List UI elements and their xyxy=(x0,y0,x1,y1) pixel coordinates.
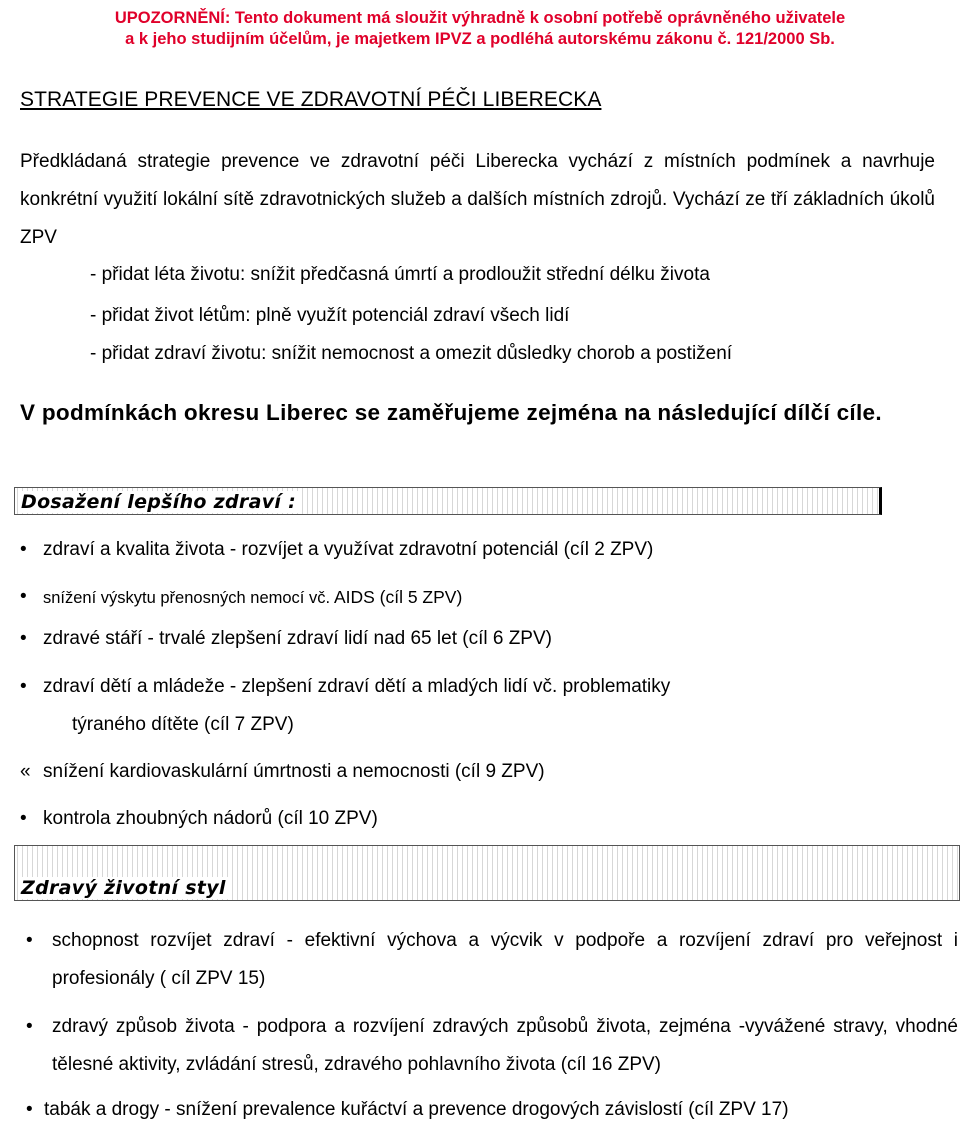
section-heading-bar xyxy=(14,845,960,901)
list-item-text: snížení výskytu přenosných nemocí vč. xyxy=(43,589,331,607)
list-item-text: AIDS (cíl 5 ZPV) xyxy=(330,587,463,607)
list-item-text: zdravé stáří - trvalé zlepšení zdraví lidí nad 65 let (cíl 6 ZPV) xyxy=(43,628,552,649)
list-item xyxy=(20,531,920,569)
list-item-text: zdraví a kvalita života - rozvíjet a využívat zdravotní potenciál (cíl 2 ZPV) xyxy=(43,539,654,560)
bullet: • xyxy=(20,586,27,607)
copyright-warning xyxy=(0,8,960,50)
section-headline: V podmínkách okresu Liberec se zaměřujeme zejména na následující dílčí cíle. xyxy=(20,400,882,425)
bullet: « xyxy=(20,761,31,782)
bullet: • xyxy=(20,676,27,697)
document-title: STRATEGIE PREVENCE VE ZDRAVOTNÍ PÉČI LIBERECKA xyxy=(20,88,602,111)
bullet: • xyxy=(20,539,27,560)
bullet: • xyxy=(26,1016,33,1037)
list-item-text: snížení kardiovaskulární úmrtnosti a nemocnosti (cíl 9 ZPV) xyxy=(43,761,545,782)
list-item xyxy=(26,922,958,998)
list-item xyxy=(20,620,920,658)
bullet: • xyxy=(26,930,33,951)
goal-item: - přidat zdraví životu: snížit nemocnost a omezit důsledky chorob a postižení xyxy=(90,343,733,364)
goal-item: - přidat život létům: plně využít potenciál zdraví všech lidí xyxy=(90,305,570,326)
list-item xyxy=(20,578,920,617)
warning-line-1: UPOZORNĚNÍ: Tento dokument má sloužit výhradně k osobní potřebě oprávněného uživatele xyxy=(114,9,846,27)
section-heading: Dosažení lepšího zdraví : xyxy=(21,491,297,513)
intro-paragraph: Předkládaná strategie prevence ve zdravotní péči Liberecka vychází z místních podmínek a navrhuje konkrétní využití lokální sítě zdravotnických služeb a dalších místních zdrojů. Vychází ze tří základních úkolů ZPV xyxy=(20,151,935,248)
warning-line-2: a k jeho studijním účelům, je majetkem IPVZ a podléhá autorskému zákonu č. 121/2000 Sb. xyxy=(125,30,835,48)
bullet: • xyxy=(26,1099,33,1120)
list-item-text: zdravý způsob života - podpora a rozvíjení zdravých způsobů života, zejména -vyvážené stravy, vhodné tělesné aktivity, zvládání stresů, zdravého pohlavního života (cíl 16 ZPV) xyxy=(52,1016,958,1075)
list-item xyxy=(26,1008,958,1084)
list-item-text: tabák a drogy - snížení prevalence kuřáctví a prevence drogových závislostí (cíl ZPV 17) xyxy=(44,1099,789,1120)
section-heading-bar xyxy=(14,487,882,515)
list-item xyxy=(20,668,920,706)
bullet: • xyxy=(20,628,27,649)
list-item xyxy=(20,753,920,791)
goal-item: - přidat léta životu: snížit předčasná úmrtí a prodloužit střední délku života xyxy=(90,264,710,285)
bullet: • xyxy=(20,808,27,829)
list-item xyxy=(20,800,920,838)
list-item xyxy=(26,1091,958,1129)
list-item-text: schopnost rozvíjet zdraví - efektivní výchova a výcvik v podpoře a rozvíjení zdraví pro veřejnost i profesionály ( cíl ZPV 15) xyxy=(52,930,958,989)
list-item-text: zdraví dětí a mládeže - zlepšení zdraví dětí a mladých lidí vč. problematiky xyxy=(43,676,671,697)
list-item-continuation: týraného dítěte (cíl 7 ZPV) xyxy=(72,714,294,735)
list-item-text: kontrola zhoubných nádorů (cíl 10 ZPV) xyxy=(43,808,378,829)
section-heading: Zdravý životní styl xyxy=(21,877,226,899)
